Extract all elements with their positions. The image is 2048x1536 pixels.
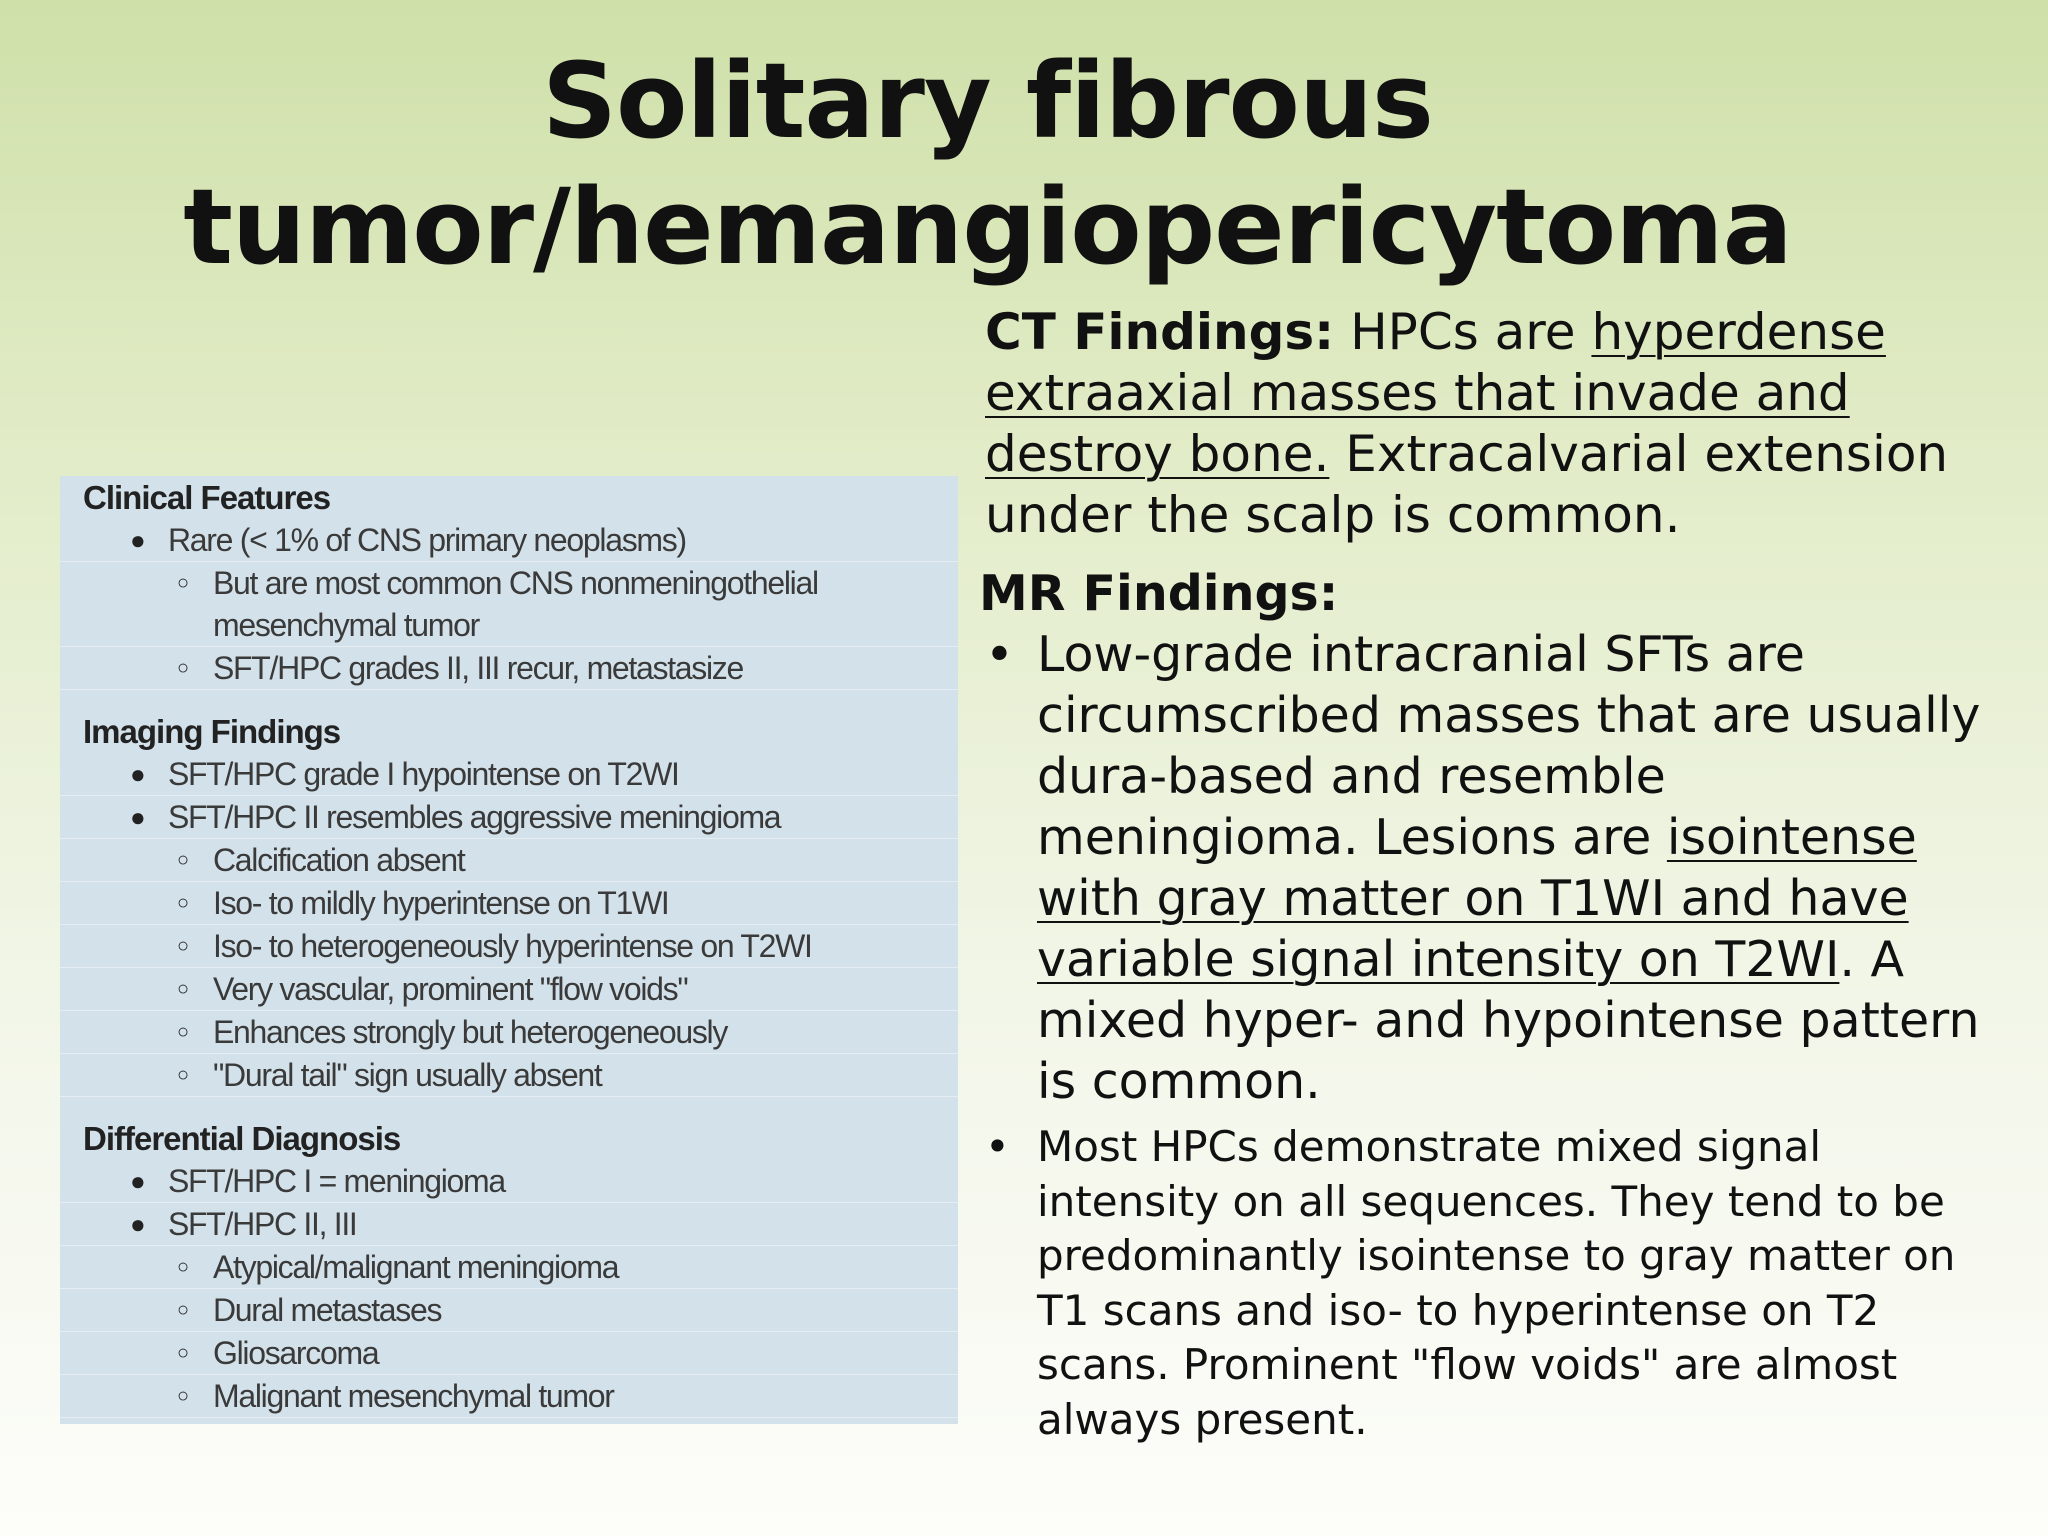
bullet-icon: • (985, 626, 1014, 683)
list-item: ○ Calcification absent (60, 839, 958, 882)
section-heading: Imaging Findings (83, 713, 341, 750)
bullet-icon: ● (130, 1209, 145, 1239)
section-clinical-features (60, 476, 958, 690)
section-imaging-findings (60, 710, 958, 1097)
bullet-icon: ● (130, 525, 145, 555)
circle-bullet-icon: ○ (177, 849, 188, 871)
bullet-icon: • (985, 1122, 1010, 1171)
list-item: ○ Malignant mesenchymal tumor (60, 1375, 958, 1418)
list-item: ○ But are most common CNS nonmeningothelial mesenchymal tumor (60, 562, 958, 647)
summary-table (60, 476, 958, 1424)
bullet-icon: ● (130, 802, 145, 832)
circle-bullet-icon: ○ (177, 572, 188, 594)
mr-bullet-2: • Most HPCs demonstrate mixed signal intensity on all sequences. They tend to be predominantly isointense to gray matter on T1 scans and iso- to hyperintense on T2 scans. Prominent "flow voids" are almost always present. (985, 1122, 1956, 1444)
list-item: ○ "Dural tail" sign usually absent (60, 1054, 958, 1097)
circle-bullet-icon: ○ (177, 1256, 188, 1278)
circle-bullet-icon: ○ (177, 1342, 188, 1364)
mr-bullet-1: • Low-grade intracranial SFTs are circumscribed masses that are usually dura-based and resemble meningioma. Lesions are isointense with gray matter on T1WI and have variable signal intensity on T2WI. A mixed hyper- and hypointense pattern is common. (985, 626, 1981, 1110)
list-item: ○ Enhances strongly but heterogeneously (60, 1011, 958, 1054)
ct-findings-underlined: hyperdense extraaxial masses that invade and destroy bone. (985, 303, 1886, 483)
findings-text (979, 302, 1985, 1447)
list-item: ○ Iso- to heterogeneously hyperintense on T2WI (60, 925, 958, 968)
title-line-1: Solitary fibrous (542, 40, 1433, 162)
list-item: ○ Very vascular, prominent "flow voids" (60, 968, 958, 1011)
list-item: ○ Iso- to mildly hyperintense on T1WI (60, 882, 958, 925)
list-item: ● SFT/HPC II resembles aggressive meningioma (60, 796, 958, 839)
list-item: ○ SFT/HPC grades II, III recur, metastasize (60, 647, 958, 690)
list-item: ● SFT/HPC grade I hypointense on T2WI (60, 753, 958, 796)
circle-bullet-icon: ○ (177, 1021, 188, 1043)
circle-bullet-icon: ○ (177, 978, 188, 1000)
section-differential-diagnosis (60, 1117, 958, 1418)
ct-findings-label: CT Findings: (985, 303, 1335, 361)
mr-findings-label: MR Findings: (979, 565, 1339, 622)
section-heading: Differential Diagnosis (83, 1120, 401, 1157)
circle-bullet-icon: ○ (177, 1064, 188, 1086)
list-item: ○ Gliosarcoma (60, 1332, 958, 1375)
list-item: ● SFT/HPC II, III (60, 1203, 958, 1246)
list-item: ○ Dural metastases (60, 1289, 958, 1332)
slide-title (0, 38, 1975, 290)
section-heading: Clinical Features (83, 479, 331, 516)
circle-bullet-icon: ○ (177, 935, 188, 957)
circle-bullet-icon: ○ (177, 1385, 188, 1407)
bullet-icon: ● (130, 759, 145, 789)
circle-bullet-icon: ○ (177, 657, 188, 679)
mr-underlined: isointense with gray matter on T1WI and have variable signal intensity on T2WI (1037, 809, 1917, 988)
ct-findings-paragraph: CT Findings: HPCs are hyperdense extraaxial masses that invade and destroy bone. Extracalvarial extension under the scalp is common. (985, 303, 1949, 544)
title-line-2: tumor/hemangiopericytoma (183, 166, 1792, 288)
circle-bullet-icon: ○ (177, 1299, 188, 1321)
list-item: ● Rare (< 1% of CNS primary neoplasms) (60, 519, 958, 562)
bullet-icon: ● (130, 1166, 145, 1196)
list-item: ○ Atypical/malignant meningioma (60, 1246, 958, 1289)
circle-bullet-icon: ○ (177, 892, 188, 914)
list-item: ● SFT/HPC I = meningioma (60, 1160, 958, 1203)
